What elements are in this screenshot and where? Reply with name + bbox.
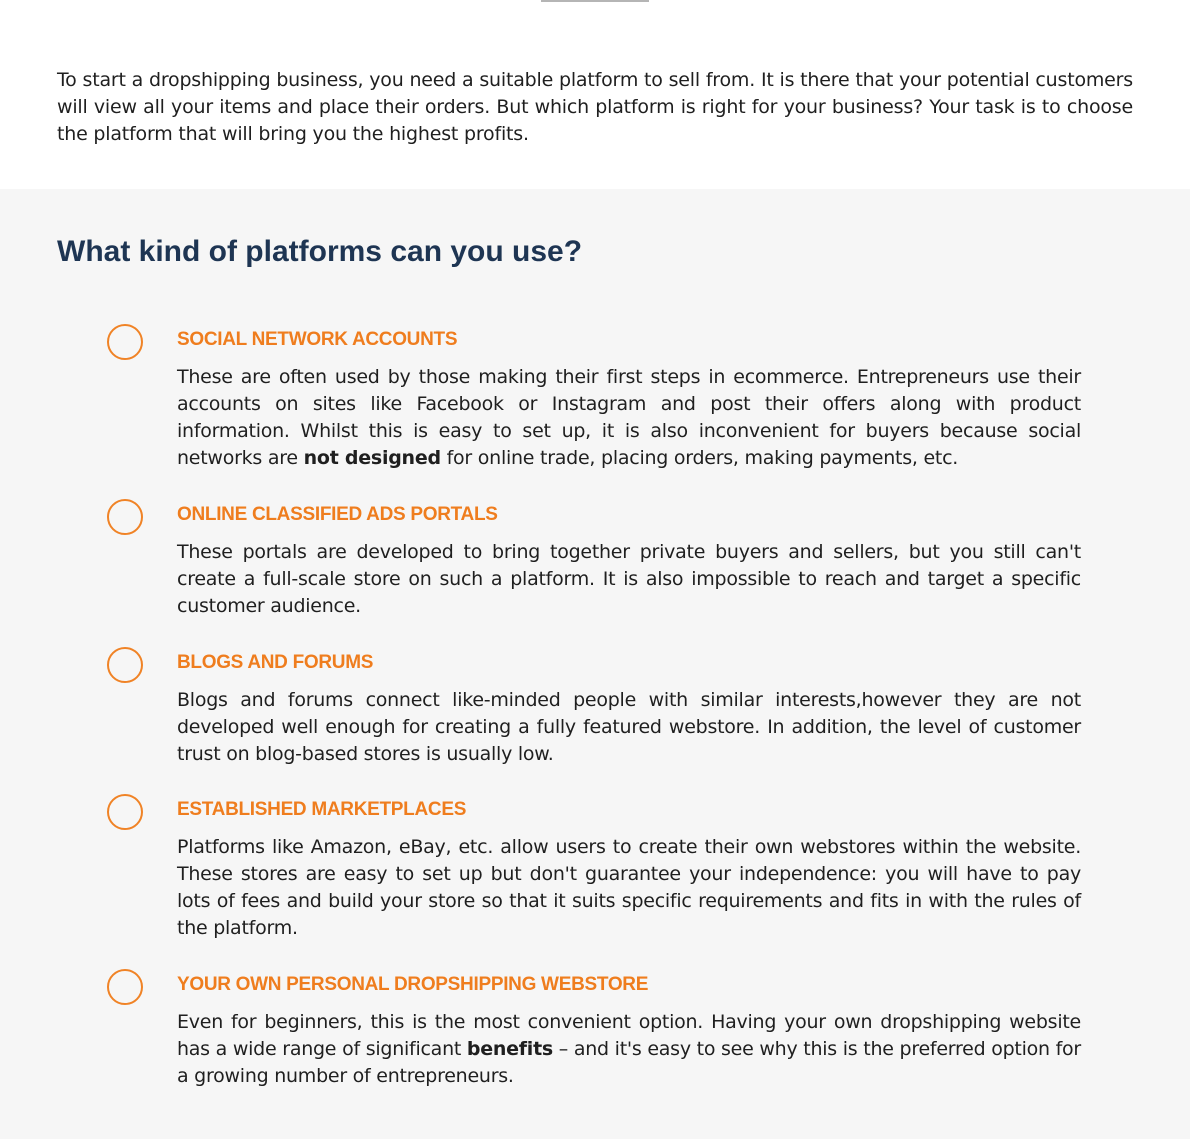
option-title: ONLINE CLASSIFIED ADS PORTALS (177, 504, 498, 525)
option-description: These portals are developed to bring together private buyers and sellers, but you still can't create a full-scale store on such a platform. It is also impossible to reach and target a specific customer audience. (177, 541, 1081, 617)
option-title: YOUR OWN PERSONAL DROPSHIPPING WEBSTORE (177, 974, 649, 995)
option-title: SOCIAL NETWORK ACCOUNTS (177, 329, 458, 350)
intro-paragraph: To start a dropshipping business, you need a suitable platform to sell from. It is there that your potential customers will view all your items and place their orders. But which platform is right for your business? Your task is to choose the platform that will bring you the highest profits. (57, 69, 1133, 145)
radio-button[interactable] (107, 647, 143, 683)
radio-button[interactable] (107, 794, 143, 830)
option-title: BLOGS AND FORUMS (177, 652, 374, 673)
radio-button[interactable] (107, 969, 143, 1005)
option-description: Platforms like Amazon, eBay, etc. allow users to create their own webstores within the website. These stores are easy to set up but don't guarantee your independence: you will have to pay lots of fees and build your store so that it suits specific requirements and fits in with the rules of the platform. (177, 836, 1081, 939)
option-title: ESTABLISHED MARKETPLACES (177, 799, 467, 820)
radio-button[interactable] (107, 499, 143, 535)
radio-button[interactable] (107, 324, 143, 360)
option-description: Even for beginners, this is the most convenient option. Having your own dropshipping website has a wide range of significant benefits – and it's easy to see why this is the preferred option for a growing number of entrepreneurs. (177, 1011, 1081, 1087)
option-description: These are often used by those making their first steps in ecommerce. Entrepreneurs use their accounts on sites like Facebook or Instagram and post their offers along with product information. Whilst this is easy to set up, it is also inconvenient for buyers because social networks are not designed for online trade, placing orders, making payments, etc. (177, 366, 1081, 469)
top-divider (541, 0, 649, 2)
section-title: What kind of platforms can you use? (57, 235, 583, 268)
option-description: Blogs and forums connect like-minded people with similar interests,however they are not developed well enough for creating a fully featured webstore. In addition, the level of customer trust on blog-based stores is usually low. (177, 689, 1081, 765)
